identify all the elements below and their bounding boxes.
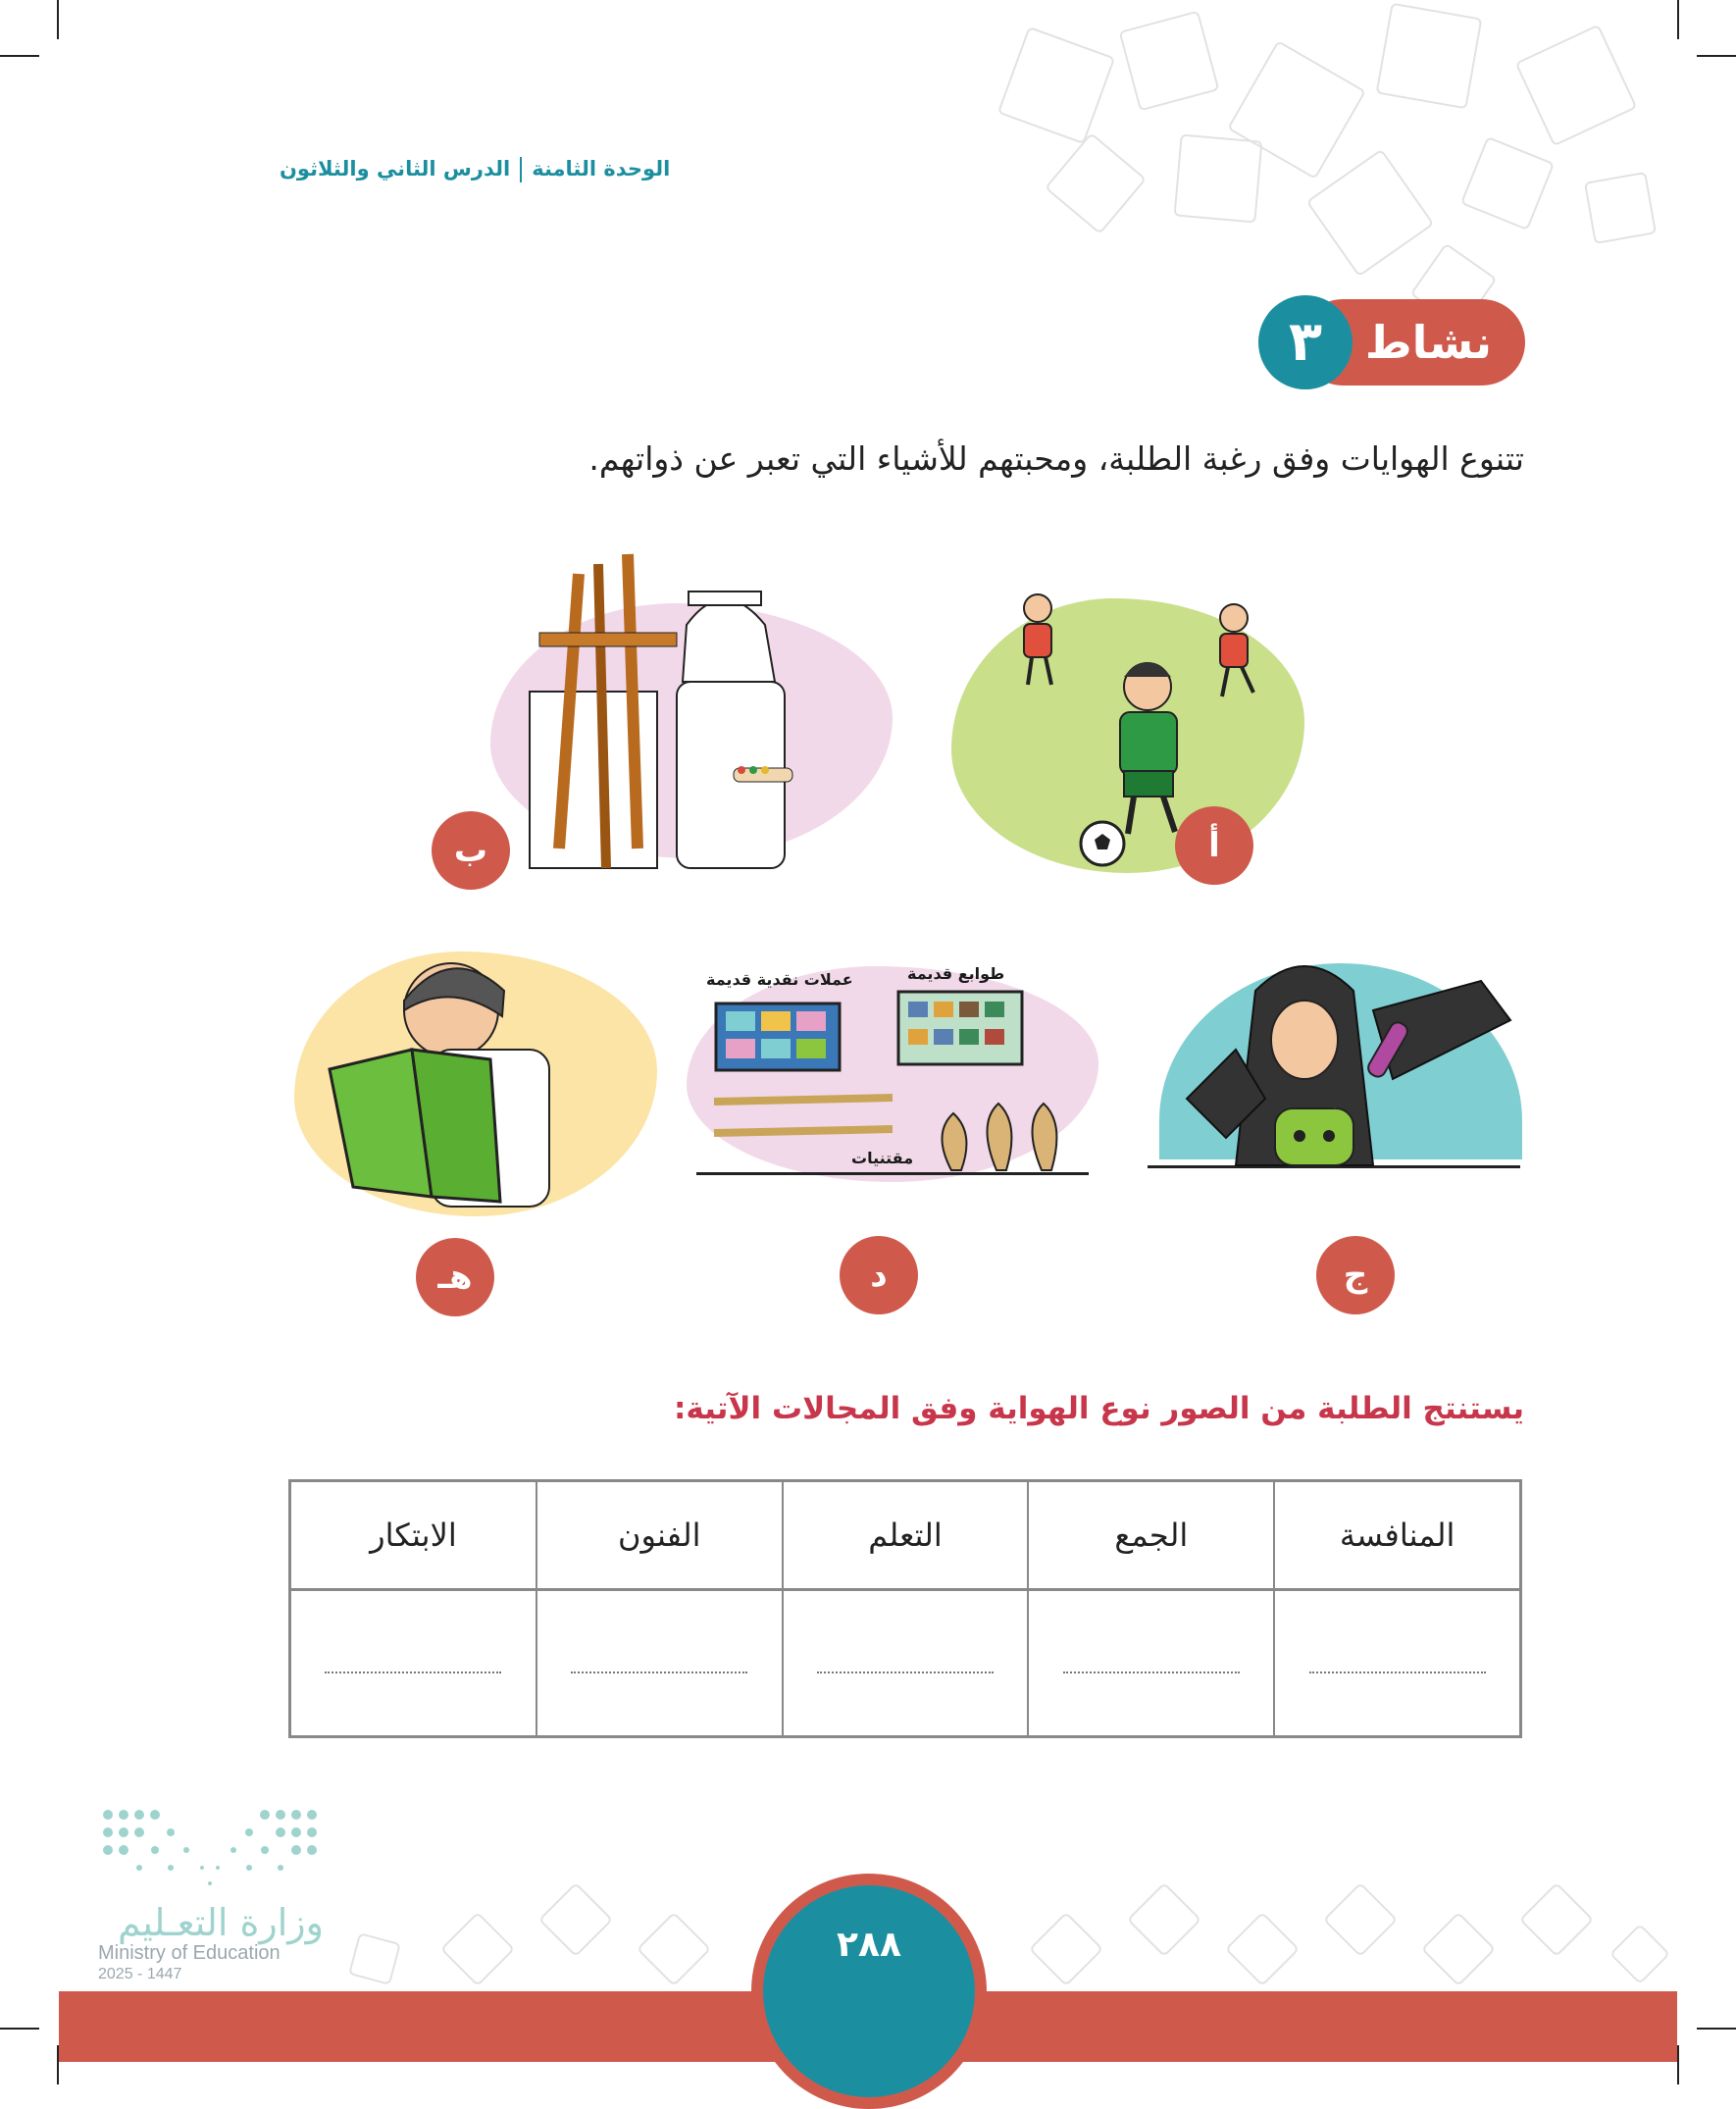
crop-mark bbox=[1697, 55, 1736, 57]
hobby-table bbox=[288, 1479, 1522, 1738]
picture-a-panel bbox=[942, 579, 1314, 893]
picture-letter-badge: هـ bbox=[416, 1238, 494, 1316]
ministry-dots-icon bbox=[98, 1805, 324, 1898]
picture-c-panel bbox=[1148, 952, 1530, 1295]
crop-mark bbox=[1677, 2045, 1679, 2084]
dotted-answer-line bbox=[325, 1672, 501, 1673]
dotted-answer-line bbox=[1309, 1672, 1486, 1673]
crop-mark bbox=[57, 0, 59, 39]
answer-cell[interactable] bbox=[782, 1591, 1028, 1738]
picture-b-panel bbox=[453, 535, 912, 888]
table-header-row bbox=[291, 1482, 1519, 1591]
picture-d-panel bbox=[687, 947, 1098, 1295]
answer-cell[interactable] bbox=[291, 1591, 536, 1738]
table-answer-row bbox=[291, 1591, 1519, 1738]
activity-badge bbox=[1258, 295, 1525, 389]
table-header-cell: الفنون bbox=[536, 1482, 782, 1588]
intro-text: تتنوع الهوايات وفق رغبة الطلبة، ومحبتهم للأشياء التي تعبر عن ذواتهم. bbox=[588, 439, 1524, 478]
painter-easel-illustration bbox=[481, 535, 912, 888]
unit-title: الوحدة الثامنة bbox=[532, 157, 671, 180]
crop-mark bbox=[1697, 2028, 1736, 2030]
table-header-cell: الجمع bbox=[1027, 1482, 1273, 1588]
page-number-inner bbox=[763, 1885, 975, 2097]
page-number-badge bbox=[751, 1874, 987, 2109]
picture-letter-badge: د bbox=[840, 1236, 918, 1314]
ministry-english-name: Ministry of Education bbox=[98, 1942, 281, 1964]
coins-label: عملات نقدية قديمة bbox=[706, 970, 853, 989]
crop-mark bbox=[1677, 0, 1679, 39]
picture-letter-badge: ب bbox=[432, 811, 510, 890]
page-number: ٢٨٨ bbox=[837, 1925, 901, 1965]
activity-label: نشاط bbox=[1364, 316, 1492, 369]
football-players-illustration bbox=[942, 579, 1314, 893]
dotted-answer-line bbox=[817, 1672, 994, 1673]
stamps-label: طوابع قديمة bbox=[907, 964, 1005, 983]
lesson-title: الدرس الثاني والثلاثون bbox=[280, 157, 511, 180]
collectibles-label: مقتنيات bbox=[851, 1149, 914, 1167]
header-divider bbox=[520, 157, 522, 182]
unit-lesson-header bbox=[280, 157, 740, 196]
girl-robot-controller-illustration bbox=[1148, 952, 1530, 1177]
boy-reading-book-illustration bbox=[294, 932, 667, 1226]
crop-mark bbox=[0, 55, 39, 57]
ministry-logo bbox=[98, 1805, 324, 1981]
question-text: يستنتج الطلبة من الصور نوع الهواية وفق المجالات الآتية: bbox=[673, 1391, 1524, 1426]
answer-cell[interactable] bbox=[1027, 1591, 1273, 1738]
ministry-year: 2025 - 1447 bbox=[98, 1966, 182, 1982]
picture-letter-badge: ج bbox=[1316, 1236, 1395, 1314]
picture-e-panel bbox=[294, 932, 667, 1297]
table-header-cell: الابتكار bbox=[370, 1517, 457, 1554]
answer-cell[interactable] bbox=[536, 1591, 782, 1738]
collectibles-illustration bbox=[687, 947, 1098, 1182]
ministry-arabic-name: وزارة التعـليم bbox=[117, 1901, 324, 1944]
dotted-answer-line bbox=[1063, 1672, 1240, 1673]
picture-letter-badge: أ bbox=[1175, 806, 1253, 885]
crop-mark bbox=[0, 2028, 39, 2030]
dotted-answer-line bbox=[571, 1672, 747, 1673]
activity-number: ٣ bbox=[1258, 295, 1353, 389]
table-header-cell: المنافسة bbox=[1273, 1482, 1519, 1588]
answer-cell[interactable] bbox=[1273, 1591, 1519, 1738]
table-header-cell: التعلم bbox=[782, 1482, 1028, 1588]
